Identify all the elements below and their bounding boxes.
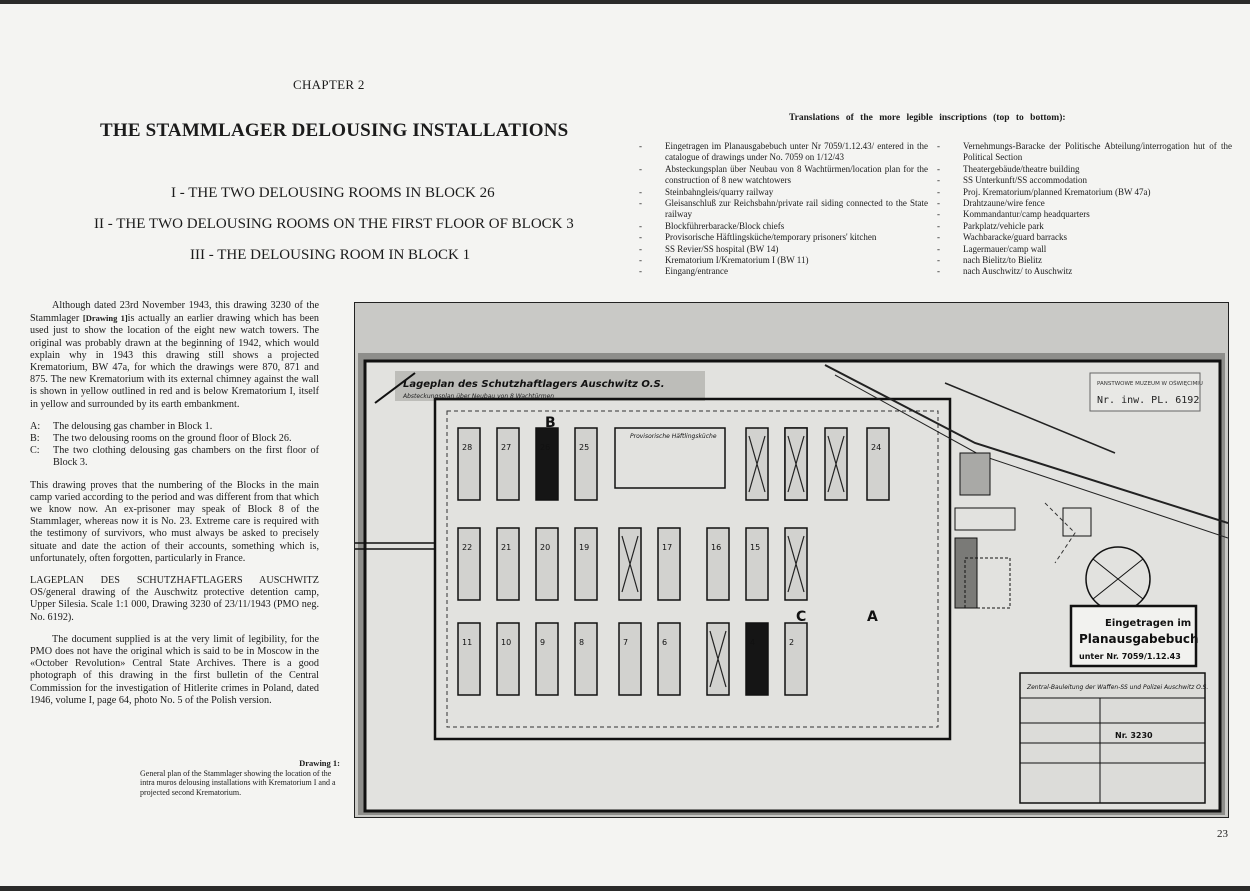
legend-key: C:: [30, 445, 40, 457]
block-number: 6: [662, 638, 668, 647]
block-number: 21: [501, 543, 512, 552]
translation-item: - Lagermauer/camp wall: [937, 243, 1047, 254]
page-number: 23: [1217, 828, 1228, 840]
translation-item: - Krematorium I/Krematorium I (BW 11): [639, 255, 809, 266]
block-outline: [575, 528, 597, 600]
block-number: 8: [579, 638, 585, 647]
block-number: 9: [540, 638, 546, 647]
translations-column-2: [937, 141, 1232, 278]
translation-item: - SS Revier/SS hospital (BW 14): [639, 243, 779, 254]
block-outline: [575, 623, 597, 695]
block-number: 20: [540, 543, 551, 552]
barrack-block: [707, 528, 729, 600]
translation-item: - Parkplatz/vehicle park: [937, 220, 1044, 231]
block-number: 11: [462, 638, 473, 647]
block-outline: [497, 623, 519, 695]
section-heading-1: I - THE TWO DELOUSING ROOMS IN BLOCK 26: [171, 185, 495, 201]
paragraph-3: LAGEPLAN DES SCHUTZHAFTLAGERS AUSCHWITZ OS/general drawing of the Auschwitz protective detention camp, Upper Silesia. Scale 1:1 000, Drawing 3230 of 23/11/1943 (PMO neg. No. 6192).: [30, 575, 319, 623]
block-number: 25: [579, 443, 590, 452]
translation-item: - Eingetragen im Planausgabebuch unter Nr 7059/1.12.43/ entered in the catalogue of drawings under No. 7059 on 1/12/43: [639, 141, 928, 163]
translation-item: - Steinbahngleis/quarry railway: [639, 186, 774, 197]
translation-item: - nach Auschwitz/ to Auschwitz: [937, 266, 1073, 277]
kitchen-label: Provisorische Häftlingsküche: [630, 433, 717, 440]
marker-a: A: [867, 609, 878, 625]
translation-item: - Kommandantur/camp headquarters: [937, 209, 1090, 220]
legend-list: [30, 421, 319, 470]
barrack-block: [658, 528, 680, 600]
block-outline: [536, 528, 558, 600]
block-outline: [619, 623, 641, 695]
block-number: 15: [750, 543, 761, 552]
block-number: 27: [501, 443, 512, 452]
translation-item: - Absteckungsplan über Neubau von 8 Wachtürmen/location plan for the construction of 8 new watchtowers: [639, 163, 928, 186]
legend-item: [30, 421, 319, 433]
block-number: 26: [540, 443, 551, 452]
catalogue-stamp-line3: unter Nr. 7059/1.12.43: [1079, 652, 1181, 661]
barrack-block: [825, 428, 847, 500]
marker-c: C: [796, 609, 807, 625]
chapter-label: CHAPTER 2: [293, 77, 365, 92]
translation-item: - Eingang/entrance: [639, 266, 728, 277]
block-outline: [458, 528, 480, 600]
caption-text: General plan of the Stammlager showing the location of the intra muros delousing installations with Krematorium I and a projected second Krematorium.: [140, 768, 336, 797]
plan-header: Lageplan des Schutzhaftlagers Auschwitz O.S.: [403, 379, 665, 390]
camp-plan-drawing: [354, 302, 1229, 818]
catalogue-stamp-line1: Eingetragen im: [1105, 618, 1192, 629]
block-outline: [497, 528, 519, 600]
block-number: 4: [750, 638, 756, 647]
block-number: 7: [623, 638, 629, 647]
translation-item: - SS Unterkunft/SS accommodation: [937, 175, 1087, 186]
block-outline: [658, 528, 680, 600]
paragraph-2: This drawing proves that the numbering of the Blocks in the main camp varied according to the period and was different from that which we know now. An ex-prisoner may speak of Block 8 of the Stammlager, whereas now it is No. 23. Extreme care is required with the testimony of survivors, who must always be asked to precisely situate and date the action of their accounts, something which is, unfortunately, often forgotten, particularly in France.: [30, 479, 319, 564]
translation-item: - Vernehmungs-Baracke der Politische Abteilung/interrogation hut of the Political Section: [937, 141, 1232, 163]
barrack-block: [497, 528, 519, 600]
ss-building-1: [960, 453, 990, 495]
barrack-block: [536, 428, 558, 500]
block-outline: [458, 428, 480, 500]
block-outline: [867, 428, 889, 500]
paragraph-1: [30, 300, 319, 411]
drawing-number: Nr. 3230: [1115, 731, 1153, 740]
barrack-block: [536, 623, 558, 695]
block-outline: [785, 623, 807, 695]
barrack-block: [619, 623, 641, 695]
barrack-block: [785, 528, 807, 600]
block-outline: [575, 428, 597, 500]
legend-item: [30, 445, 319, 469]
block-number: 24: [871, 443, 882, 452]
translations-column-1: [639, 141, 928, 278]
bottom-edge: [0, 886, 1250, 891]
barrack-block: [867, 428, 889, 500]
caption-title: Drawing 1:: [299, 758, 340, 768]
legend-key: A:: [30, 420, 41, 432]
barrack-block: [785, 428, 807, 500]
legend-text: The delousing gas chamber in Block 1.: [53, 420, 213, 432]
title-block-text: Zentral-Bauleitung der Waffen-SS und Polizei Auschwitz O.S.: [1027, 684, 1209, 691]
archive-stamp-top: PANSTWOWE MUZEUM W OŚWIĘCIMIU: [1097, 381, 1203, 387]
block-outline: [497, 428, 519, 500]
barrack-block: [746, 623, 768, 695]
translation-item: - Theatergebäude/theatre building: [937, 163, 1080, 174]
block-outline: [707, 528, 729, 600]
block-number: 17: [662, 543, 673, 552]
translation-item: - Drahtzaune/wire fence: [937, 198, 1045, 209]
block-outline: [536, 623, 558, 695]
translation-item: - Proj. Krematorium/planned Krematorium (BW 47a): [937, 186, 1151, 197]
legend-text: The two clothing delousing gas chambers on the first floor of Block 3.: [53, 445, 319, 469]
block-outline: [746, 623, 768, 695]
archive-stamp-number: Nr. inw. PL. 6192: [1097, 395, 1200, 406]
block-number: 19: [579, 543, 590, 552]
block-outline: [746, 528, 768, 600]
translations-heading: Translations of the more legible inscriptions (top to bottom):: [789, 113, 1066, 123]
translation-item: - nach Bielitz/to Bielitz: [937, 255, 1042, 266]
body-text: [30, 300, 319, 717]
block-number: 10: [501, 638, 512, 647]
barrack-block: [536, 528, 558, 600]
page-title: THE STAMMLAGER DELOUSING INSTALLATIONS: [100, 120, 569, 141]
block-number: 2: [789, 638, 795, 647]
section-heading-3: III - THE DELOUSING ROOM IN BLOCK 1: [190, 247, 471, 263]
paragraph-4: The document supplied is at the very limit of legibility, for the PMO does not have the original which is said to be in Moscow in the «October Revolution» Central State Archives. There is a good photograph of this drawing in the first bulletin of the Central Commission for the investigation of Hitlerite crimes in Poland, dated 1946, volume I, page 64, photo No. 5 of the Polish version.: [30, 633, 319, 706]
barrack-block: [746, 428, 768, 500]
marker-b: B: [545, 415, 556, 431]
barrack-block: [458, 623, 480, 695]
barrack-block: [575, 428, 597, 500]
barrack-block: [497, 623, 519, 695]
translation-item: - Gleisanschluß zur Reichsbahn/private rail siding connected to the State railway: [639, 198, 928, 220]
krematorium-i: [955, 538, 977, 608]
block-number: 22: [462, 543, 473, 552]
legend-item: [30, 433, 319, 445]
barrack-block: [458, 428, 480, 500]
block-outline: [536, 428, 558, 500]
legend-key: B:: [30, 433, 40, 445]
barrack-block: [497, 428, 519, 500]
barrack-block: [458, 528, 480, 600]
barrack-block: [785, 623, 807, 695]
drawing-reference: [Drawing 1]: [82, 313, 128, 324]
barrack-block: [575, 528, 597, 600]
top-edge: [0, 0, 1250, 4]
translation-item: - Blockführerbaracke/Block chiefs: [639, 220, 785, 231]
camp-plan-svg: [355, 303, 1228, 817]
barrack-block: [746, 528, 768, 600]
paragraph-1-start: Although dated 23rd November 1943, this drawing 3230 of the Stammlager: [30, 300, 319, 325]
section-heading-2: II - THE TWO DELOUSING ROOMS ON THE FIRST FLOOR OF BLOCK 3: [94, 216, 574, 232]
paragraph-1-end: is actually an earlier drawing which has been used just to show the location of the eight new watch towers. The original was probably drawn at the beginning of 1942, which would explain why in 1943 this drawing still shows a projected Krematorium, BW 47a, for which the drawings were 870, 871 and 875. The new Krematorium with its external chimney against the wall is shown in yellow outlined in red and is below Krematorium I, itself in yellow and surrounded by its earth embankment.: [30, 313, 319, 410]
translation-item: - Provisorische Häftlingsküche/temporary prisoners' kitchen: [639, 232, 877, 243]
block-number: 16: [711, 543, 722, 552]
barrack-block: [658, 623, 680, 695]
block-number: 28: [462, 443, 473, 452]
legend-text: The two delousing rooms on the ground floor of Block 26.: [53, 433, 292, 445]
translation-item: - Wachbaracke/guard barracks: [937, 232, 1067, 243]
catalogue-stamp-line2: Planausgabebuch: [1079, 632, 1199, 646]
block-outline: [458, 623, 480, 695]
barrack-block: [707, 623, 729, 695]
plan-subheader: Absteckungsplan über Neubau von 8 Wachtürmen: [403, 393, 555, 400]
barrack-block: [619, 528, 641, 600]
title-block: [1020, 673, 1205, 803]
barrack-block: [575, 623, 597, 695]
block-outline: [658, 623, 680, 695]
figure-caption: [140, 759, 340, 797]
